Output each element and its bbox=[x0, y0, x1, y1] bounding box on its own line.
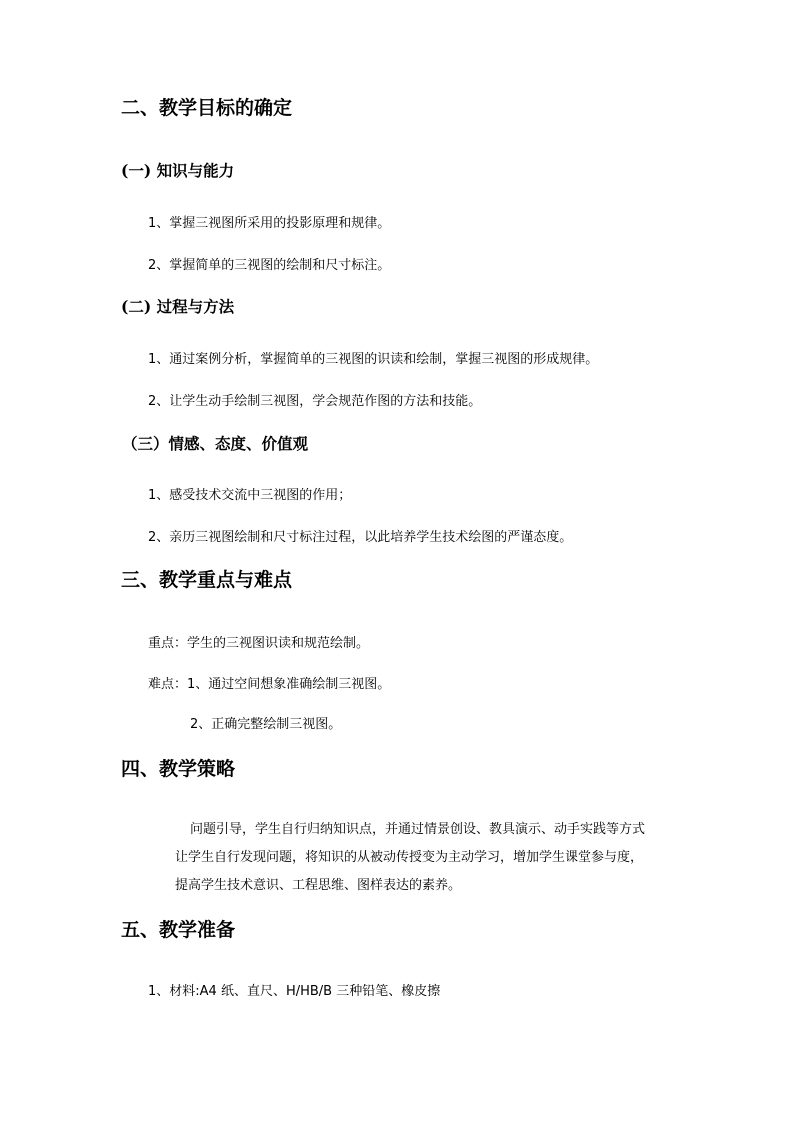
list-item: 1、感受技术交流中三视图的作用； bbox=[148, 488, 352, 503]
subsection-heading: （三）情感、态度、价值观 bbox=[122, 434, 309, 453]
section-heading: 四、教学策略 bbox=[121, 758, 236, 780]
list-item: 2、掌握简单的三视图的绘制和尺寸标注。 bbox=[148, 258, 391, 273]
section-heading: 三、教学重点与难点 bbox=[121, 569, 293, 591]
paragraph-line: 让学生自行发现问题，将知识的从被动传授变为主动学习，增加学生课堂参与度， bbox=[175, 850, 644, 865]
list-item: 1、材料:A4 纸、直尺、H/HB/B 三种铅笔、橡皮擦 bbox=[148, 984, 441, 999]
list-item: 1、掌握三视图所采用的投影原理和规律。 bbox=[148, 216, 391, 231]
difficulty-text: 2、正确完整绘制三视图。 bbox=[190, 717, 342, 732]
list-item: 2、让学生动手绘制三视图，学会规范作图的方法和技能。 bbox=[148, 394, 482, 409]
list-item: 1、通过案例分析，掌握简单的三视图的识读和绘制，掌握三视图的形成规律。 bbox=[148, 352, 599, 367]
key-point-text: 重点：学生的三视图识读和规范绘制。 bbox=[148, 636, 370, 651]
paragraph-line: 提高学生技术意识、工程思维、图样表达的素养。 bbox=[175, 878, 462, 893]
difficulty-text: 难点：1、通过空间想象准确绘制三视图。 bbox=[148, 677, 391, 692]
paragraph-line: 问题引导，学生自行归纳知识点，并通过情景创设、教具演示、动手实践等方式 bbox=[190, 822, 646, 837]
section-heading: 二、教学目标的确定 bbox=[121, 97, 293, 119]
subsection-heading: (二) 过程与方法 bbox=[121, 297, 235, 316]
subsection-heading: (一) 知识与能力 bbox=[121, 161, 235, 180]
section-heading: 五、教学准备 bbox=[121, 919, 236, 941]
list-item: 2、亲历三视图绘制和尺寸标注过程，以此培养学生技术绘图的严谨态度。 bbox=[148, 530, 573, 545]
